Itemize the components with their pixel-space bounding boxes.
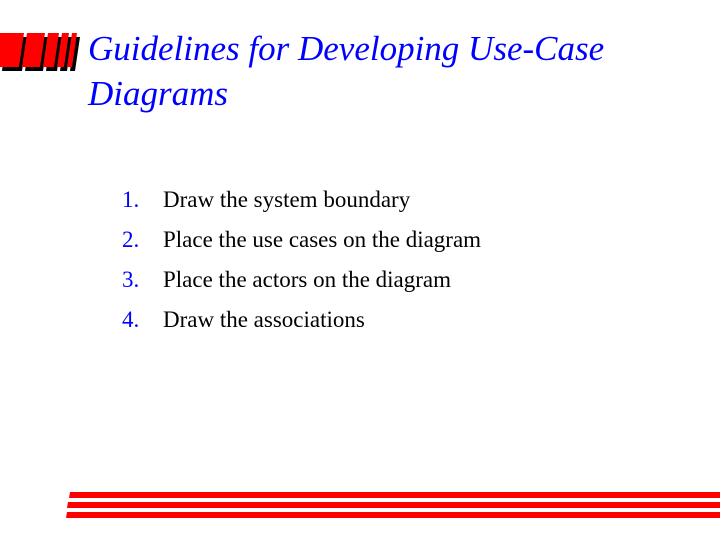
step-number: 2.: [122, 227, 140, 252]
step-text: Place the use cases on the diagram: [163, 227, 482, 252]
list-item: [122, 300, 481, 340]
steps-list: [122, 180, 481, 340]
step-text: Place the actors on the diagram: [163, 267, 452, 292]
list-item: [122, 220, 481, 260]
step-number: 1.: [122, 187, 140, 212]
footer-stripes-decoration: [66, 491, 720, 519]
list-item: [122, 260, 481, 300]
list-item: [122, 180, 481, 220]
step-text: Draw the system boundary: [163, 187, 411, 212]
red-bars-logo-icon: [0, 33, 80, 71]
step-number: 4.: [122, 307, 140, 332]
slide-title: Guidelines for Developing Use-Case Diagrams: [88, 29, 605, 113]
step-number: 3.: [122, 267, 140, 292]
step-text: Draw the associations: [163, 307, 365, 332]
